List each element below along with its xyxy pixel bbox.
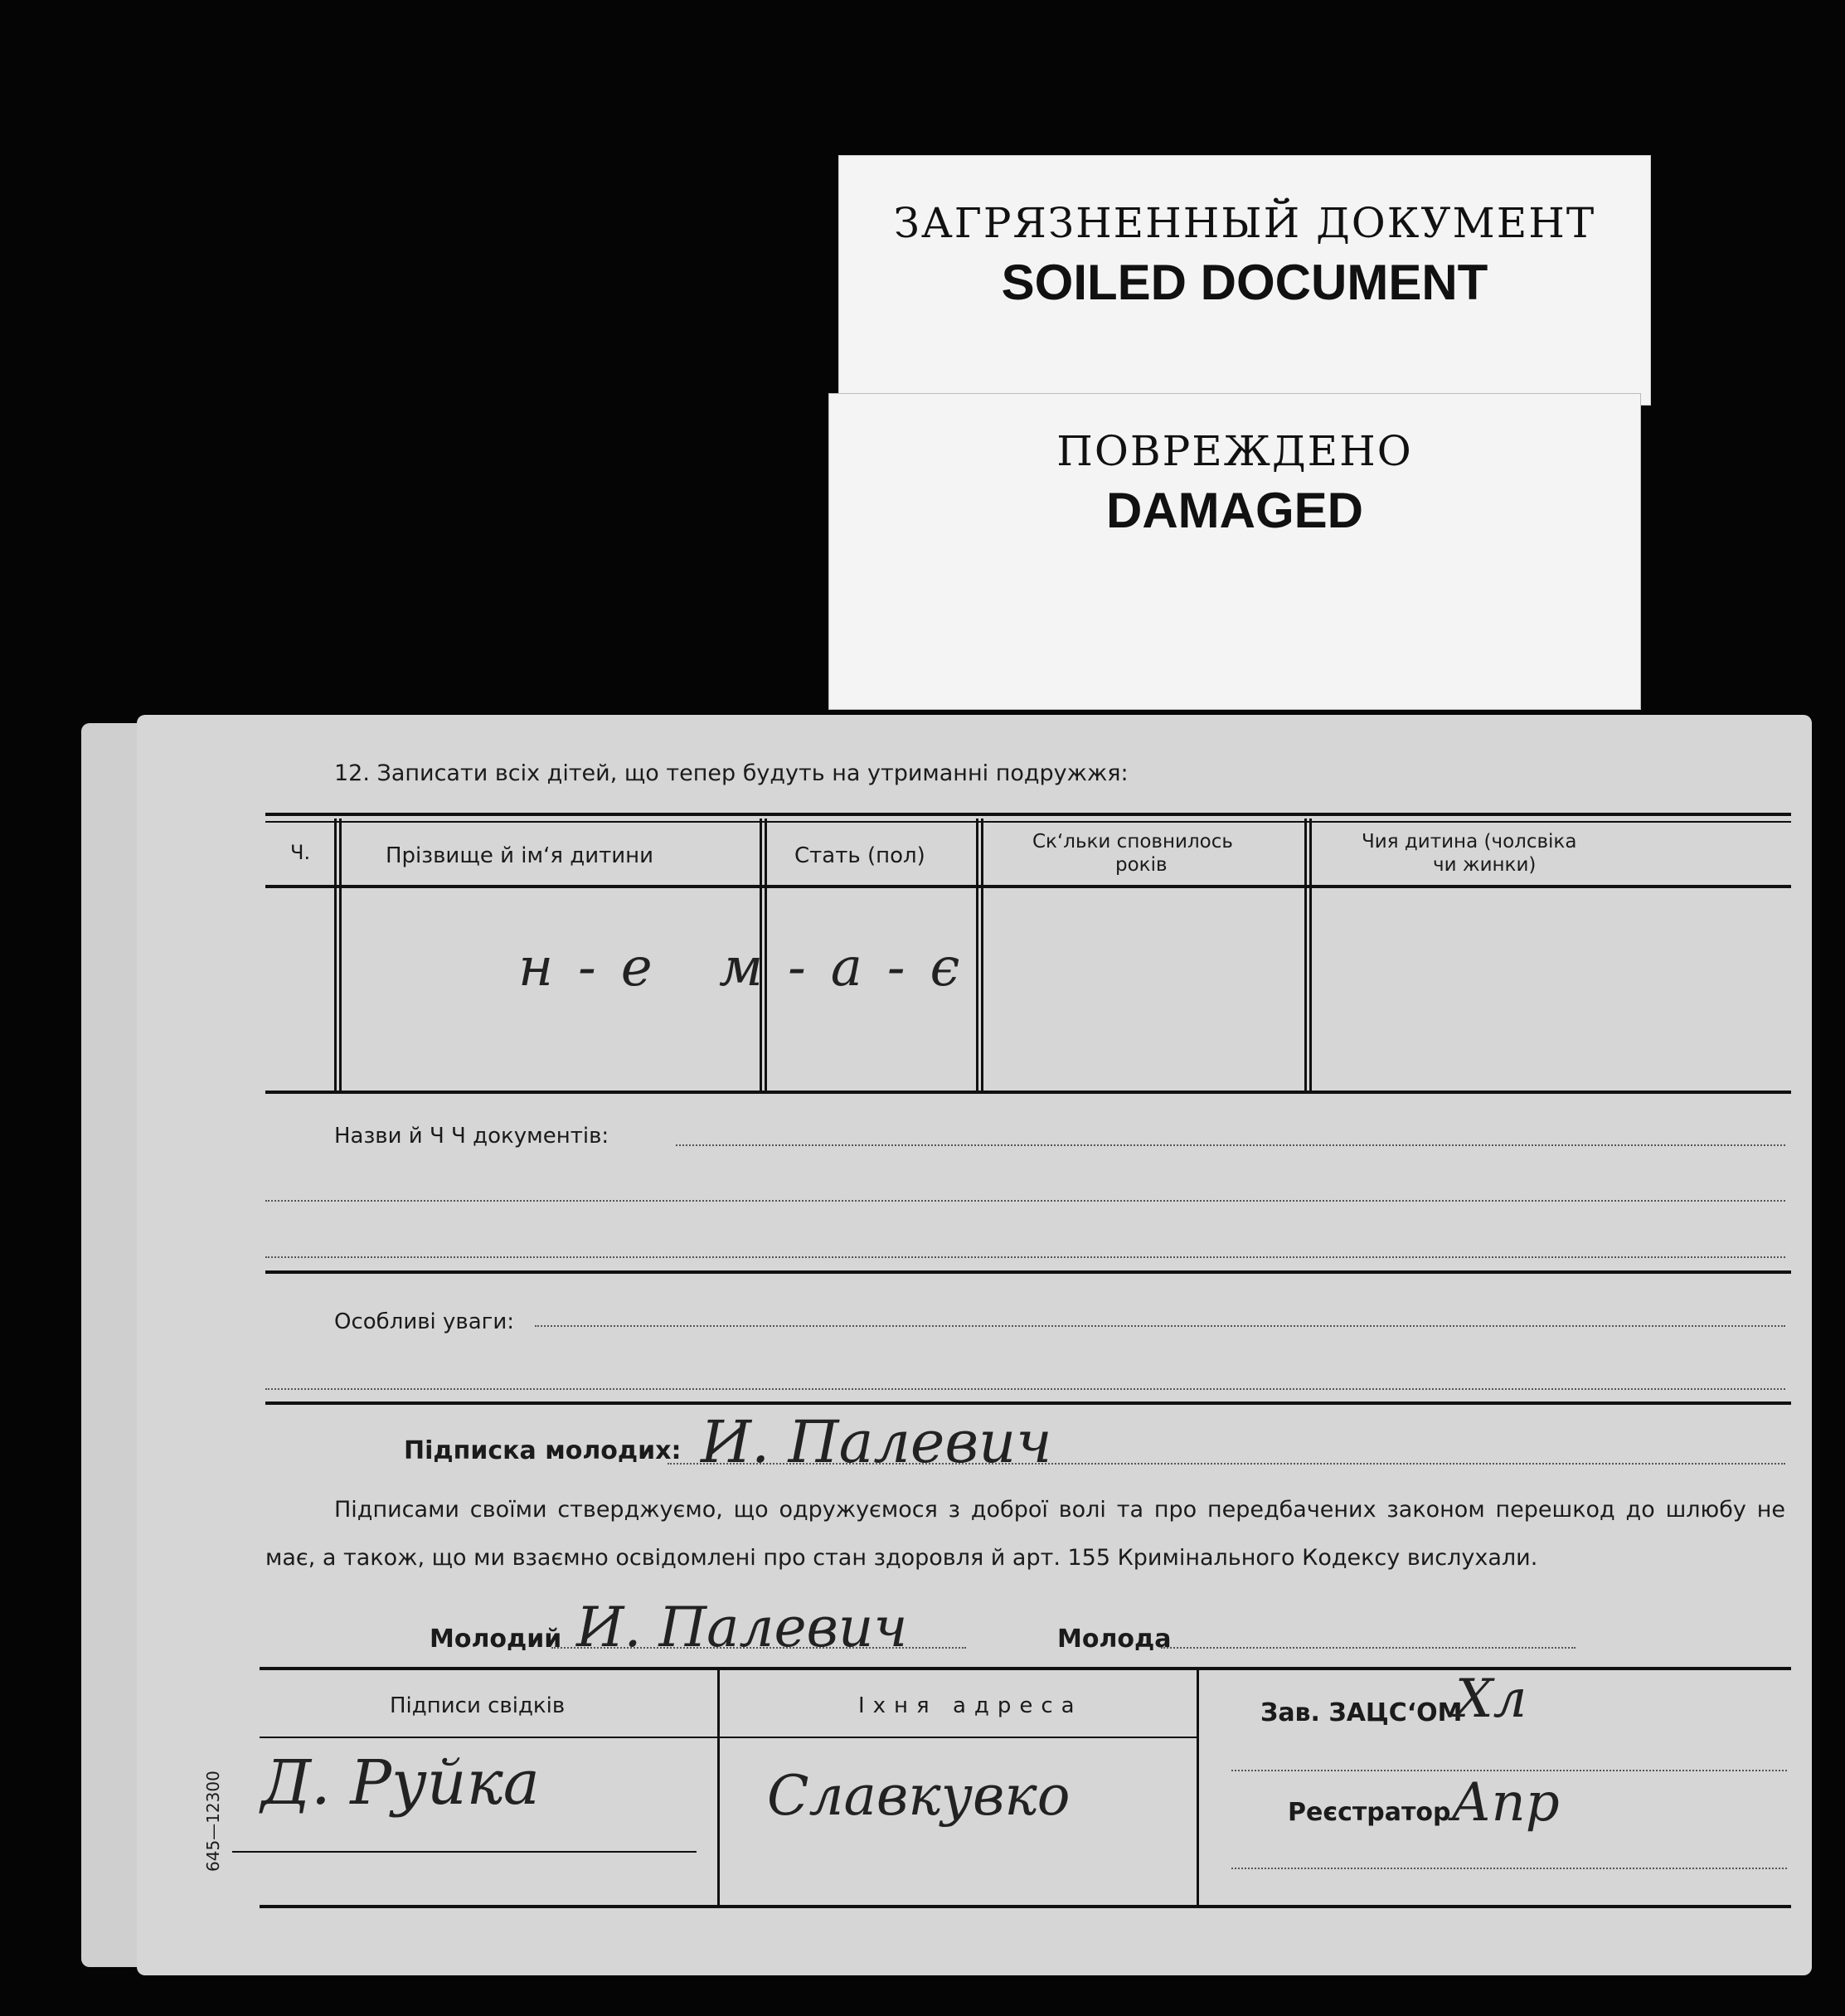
documents-line-1 — [676, 1144, 1785, 1146]
declaration-text: Підписами своїми стверджуємо, що одружуємося з доброї волі та про передбачених законом перешкод до шлюбу не має, а також, що ми взаємно освідомлені про стан здоровля й арт. 155 Кримінального Кодексу вислухали. — [265, 1497, 1785, 1571]
soiled-label-ru: ЗАГРЯЗНЕННЫЙ ДОКУМЕНТ — [893, 199, 1596, 247]
head-signature: Хл — [1455, 1669, 1527, 1730]
col-header-whose-line1: Чия дитина (чолсвіка — [1362, 831, 1577, 853]
bride-label: Молода — [1057, 1625, 1172, 1654]
newlyweds-signature-label: Підписка молодих: — [404, 1436, 682, 1465]
registrar-label: Реєстратор — [1288, 1798, 1451, 1827]
children-none-handwritten: н-е м-а-є — [518, 937, 985, 998]
groom-signature: И. Палевич — [576, 1596, 908, 1659]
col-header-age-line1: Ск‘льки сповнилось — [1032, 831, 1233, 853]
remarks-line-2 — [265, 1388, 1785, 1390]
witness-header: Підписи свідків — [390, 1693, 566, 1718]
witness-address: Славкувко — [767, 1764, 1071, 1828]
col-header-sex: Стать (пол) — [794, 843, 925, 868]
section-12-title: 12. Записати всіх дітей, що тепер будуть на утриманні подружжя: — [334, 760, 1129, 786]
col-header-age-line2: років — [1115, 854, 1168, 876]
damaged-label-ua: ПОВРЕЖДЕНО — [1056, 427, 1413, 475]
soiled-document-label — [839, 156, 1650, 405]
head-registry-office-label: Зав. ЗАЦС‘ОМ — [1260, 1698, 1463, 1727]
groom-signature-line — [551, 1647, 966, 1649]
damaged-document-label — [829, 394, 1640, 709]
col-header-whose-line2: чи жинки) — [1433, 854, 1537, 876]
col-header-child-name: Прізвище й ім‘я дитини — [386, 843, 654, 868]
witness-signature: Д. Руйка — [261, 1747, 540, 1819]
newlyweds-signature-line — [668, 1463, 1785, 1465]
registrar-signature-line — [1231, 1868, 1787, 1869]
col-header-number: Ч. — [290, 841, 311, 864]
documents-line-3 — [265, 1256, 1785, 1258]
divider — [265, 1270, 1791, 1274]
damaged-label-en: DAMAGED — [1106, 483, 1363, 538]
remarks-label: Особливі уваги: — [334, 1309, 514, 1334]
divider — [265, 1401, 1791, 1405]
registrar-signature: Апр — [1451, 1772, 1560, 1834]
address-header: Іхня адреса — [858, 1693, 1083, 1718]
documents-label: Назви й Ч Ч документів: — [334, 1124, 609, 1149]
head-signature-line — [1231, 1770, 1787, 1771]
print-code: 645—12300 — [203, 1771, 223, 1872]
remarks-line-1 — [535, 1325, 1785, 1327]
documents-line-2 — [265, 1200, 1785, 1202]
marriage-record-form — [137, 715, 1812, 1975]
bride-signature-line — [1161, 1647, 1576, 1649]
groom-label: Молодий — [430, 1625, 562, 1654]
soiled-label-en: SOILED DOCUMENT — [1001, 255, 1488, 310]
newlyweds-signature: И. Палевич — [701, 1408, 1052, 1476]
